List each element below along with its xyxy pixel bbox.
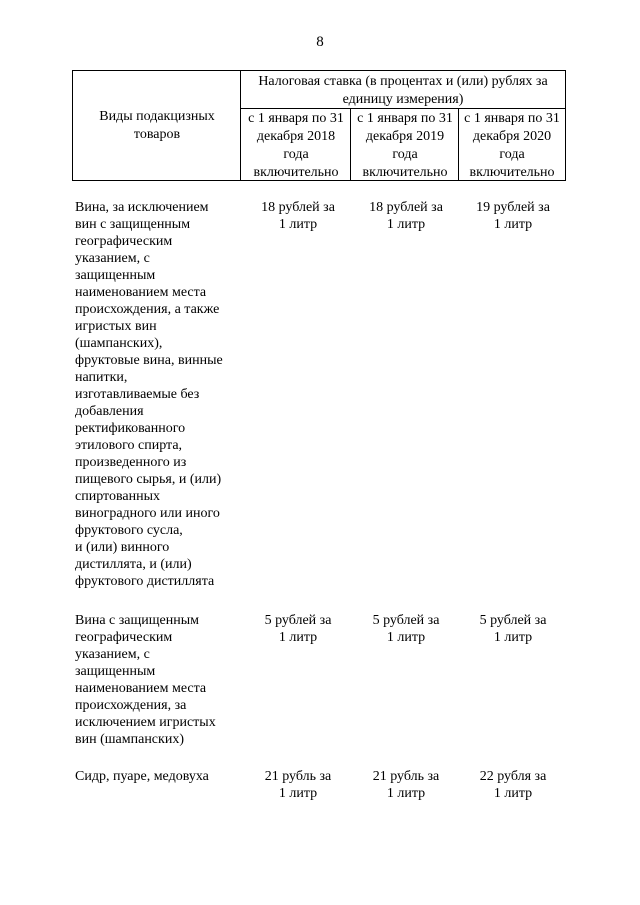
table-row-2-value-2020: 5 рублей за 1 литр	[479, 613, 547, 645]
table-row-2-value-2018: 5 рублей за 1 литр	[264, 613, 332, 645]
header-rate-group: Налоговая ставка (в процентах и (или) рублях за единицу измерения)	[258, 74, 548, 107]
header-period-2019: с 1 января по 31 декабря 2019 года включительно	[357, 111, 453, 180]
header-period-divider-1	[350, 108, 351, 181]
header-goods-column: Виды подакцизных товаров	[99, 109, 215, 142]
table-row-3-value-2018: 21 рубль за 1 литр	[264, 769, 332, 801]
table-row-3-name: Сидр, пуаре, медовуха	[75, 769, 209, 784]
table-row-3-value-2019: 21 рубль за 1 литр	[372, 769, 440, 801]
table-row-2-name: Вина с защищенным географическим указанием, с защищенным наименованием места происхождения, за исключением игристых вин (шампанских)	[75, 613, 216, 747]
table-header	[72, 70, 566, 181]
table-row-1-name: Вина, за исключением вин с защищенным географическим указанием, с защищенным наименованием места происхождения, а также игристых вин (шампанских), фруктовые вина, винные напитки, изготавливаемые без добавления ректификованного этилового спирта, произведенного из пищевого сырья, и (или) спиртованных виноградного или иного фруктового сусла, и (или) винного дистиллята, и (или) фруктового дистиллята	[75, 200, 223, 589]
table-row-1-value-2018: 18 рублей за 1 литр	[261, 200, 335, 232]
page-number: 8	[316, 34, 324, 50]
table-row-2-value-2019: 5 рублей за 1 литр	[372, 613, 440, 645]
header-left-border	[72, 70, 73, 181]
table-row-1-value-2019: 18 рублей за 1 литр	[369, 200, 443, 232]
header-period-2018: с 1 января по 31 декабря 2018 года включительно	[248, 111, 344, 180]
header-goods-divider	[240, 70, 241, 181]
header-period-2020: с 1 января по 31 декабря 2020 года включительно	[464, 111, 560, 180]
header-right-border	[565, 70, 566, 181]
header-top-border	[72, 70, 566, 71]
table-row-1-value-2020: 19 рублей за 1 литр	[476, 200, 550, 232]
table-row-3-value-2020: 22 рубля за 1 литр	[479, 769, 547, 801]
header-period-divider-2	[458, 108, 459, 181]
